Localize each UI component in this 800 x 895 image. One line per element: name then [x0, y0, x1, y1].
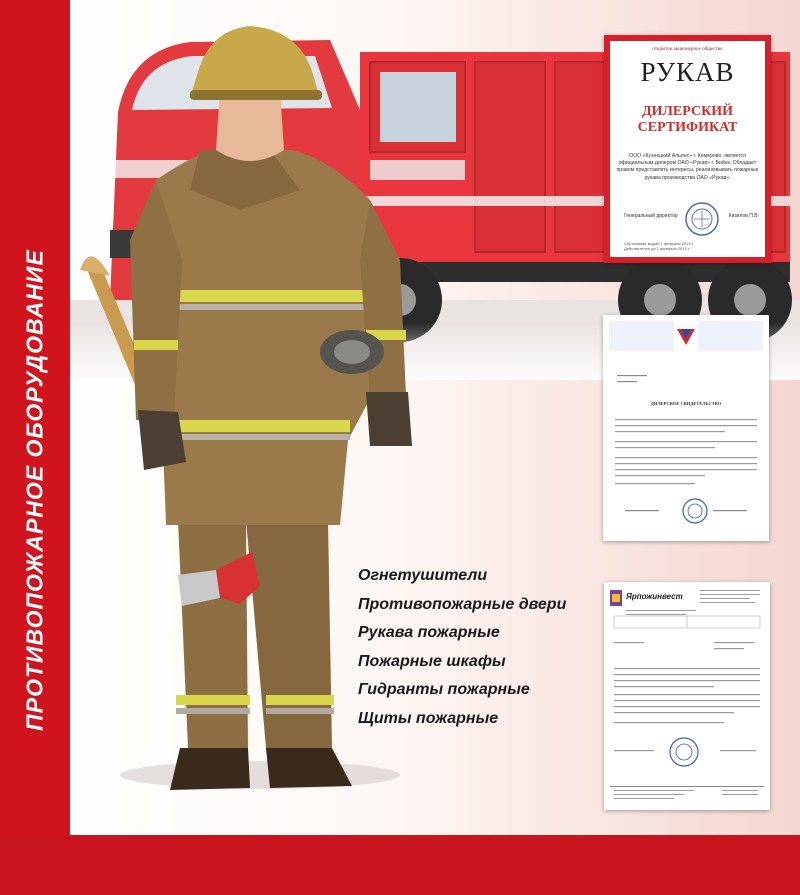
- certificate-rukav-inner: [610, 41, 765, 257]
- bottom-bar: [0, 835, 800, 895]
- certificate-org-type: открытое акционерное общество: [652, 47, 723, 52]
- certificate-title-line1: ДИЛЕРСКИЙ: [641, 104, 734, 119]
- certificate-date-valid: Действителен до 1 февраля 2015 г.: [624, 246, 690, 251]
- certificate-date-issued: Сертификат выдан 1 февраля 2013 г.: [624, 241, 694, 246]
- yarpozhinvest-document-graphic: [604, 582, 770, 810]
- product-list: [358, 566, 618, 738]
- product-item: Рукава пожарные: [358, 624, 500, 642]
- certificate-body: ООО «Кузнецкий Альянс» г. Кемерово, является официальным дилером ОАО «Рукав» г. Бийск. Обладает правом представлять интересы, реализовывать пожарные рукава производства ОАО «Рукав».: [616, 153, 759, 181]
- certificate-dates: [624, 241, 694, 251]
- certificate-title: [610, 104, 765, 136]
- product-item: Противопожарные двери: [358, 595, 567, 613]
- product-item: Огнетушители: [358, 567, 488, 584]
- certificate-yarpozhinvest: [604, 582, 770, 810]
- certificate-rukav: [604, 35, 771, 263]
- yarpozhinvest-brand: Ярпожинвест: [626, 592, 683, 601]
- product-item: Щиты пожарные: [358, 709, 499, 727]
- vertical-title-text: ПРОТИВОПОЖАРНОЕ ОБОРУДОВАНИЕ: [21, 249, 48, 731]
- certificate-brand: РУКАВ: [640, 57, 735, 87]
- certificate-signer-name: Кизилов П.В.: [728, 213, 759, 219]
- certificate-title-line2: СЕРТИФИКАТ: [637, 120, 738, 135]
- product-item: Пожарные шкафы: [358, 652, 506, 670]
- sidebar: [0, 0, 70, 835]
- zavod-document-graphic: [603, 315, 769, 541]
- certificate-signer-role: Генеральный директор: [624, 213, 678, 219]
- seal-icon: [684, 201, 720, 237]
- certificate-zavod: [603, 315, 769, 541]
- product-item: Гидранты пожарные: [358, 681, 530, 699]
- zavod-certificate-title: ДИЛЕРСКОЕ СВИДЕТЕЛЬСТВО: [650, 401, 722, 406]
